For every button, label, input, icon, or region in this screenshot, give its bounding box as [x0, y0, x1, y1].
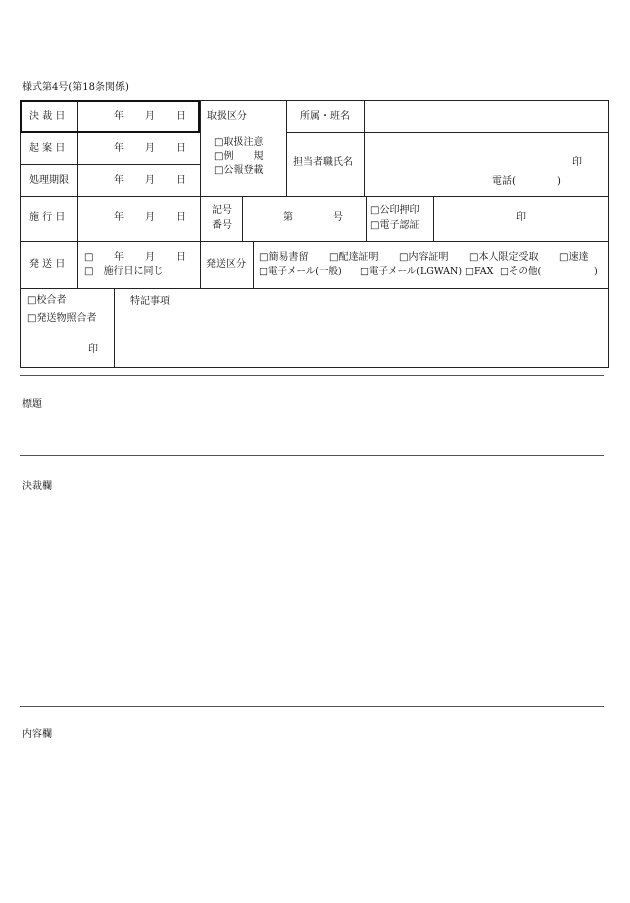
sending-content-proof[interactable]: □内容証明	[399, 252, 449, 263]
sending-email-general[interactable]: □電子メール(一般)	[259, 266, 342, 277]
sending-other-close: )	[594, 266, 598, 277]
form-title: 様式第4号(第18条関係)	[22, 82, 129, 93]
separator-content	[20, 706, 604, 707]
record-no-label-2: 番号	[212, 220, 232, 231]
sending-fax[interactable]: □FAX	[465, 266, 494, 277]
sending-registered[interactable]: □簡易書留	[259, 252, 309, 263]
handling-option-caution[interactable]: □取扱注意	[214, 137, 264, 148]
person-label: 担当者職氏名	[293, 157, 353, 168]
kessai-label: 決 裁 日	[29, 111, 66, 122]
seal-option-electronic[interactable]: □電子認証	[370, 220, 420, 231]
same-as-shiko-checkbox[interactable]: □ 施行日に同じ	[84, 266, 164, 277]
shori-label: 処理期限	[29, 175, 69, 186]
remarks-label: 特記事項	[130, 296, 170, 307]
record-no-go: 号	[333, 212, 343, 223]
hasso-date-checkbox[interactable]: □	[84, 252, 94, 263]
section-title-label: 標題	[22, 399, 42, 410]
hasso-label: 発 送 日	[29, 259, 66, 270]
checker-shipment[interactable]: □発送物照合者	[27, 313, 97, 324]
sending-express[interactable]: □速達	[559, 252, 589, 263]
checker-seal: 印	[88, 344, 98, 355]
department-label: 所属・班名	[300, 111, 350, 122]
sending-delivery-proof[interactable]: □配達証明	[329, 252, 379, 263]
phone-close: )	[557, 176, 561, 187]
sending-email-lgwan[interactable]: □電子メール(LGWAN)	[360, 266, 463, 277]
seal-option-stamp[interactable]: □公印押印	[370, 205, 420, 216]
official-seal-mark: 印	[516, 212, 526, 223]
checker-collator[interactable]: □校合者	[27, 295, 67, 306]
phone-label: 電話(	[492, 176, 516, 187]
handling-label: 取扱区分	[207, 111, 247, 122]
handling-option-gazette[interactable]: □公報登載	[214, 165, 264, 176]
handling-option-regulation[interactable]: □例 規	[214, 151, 264, 162]
sending-restricted[interactable]: □本人限定受取	[469, 252, 539, 263]
kian-label: 起 案 日	[29, 143, 66, 154]
person-seal: 印	[572, 157, 582, 168]
section-decision-label: 決裁欄	[22, 481, 52, 492]
sending-other[interactable]: □その他(	[500, 266, 542, 277]
sending-label: 発送区分	[206, 259, 246, 270]
record-no-dai: 第	[283, 212, 293, 223]
separator-title	[20, 375, 604, 376]
section-content-label: 内容欄	[22, 729, 52, 740]
record-no-label-1: 記号	[212, 205, 232, 216]
shiko-label: 施 行 日	[29, 212, 66, 223]
separator-decision	[20, 455, 604, 456]
